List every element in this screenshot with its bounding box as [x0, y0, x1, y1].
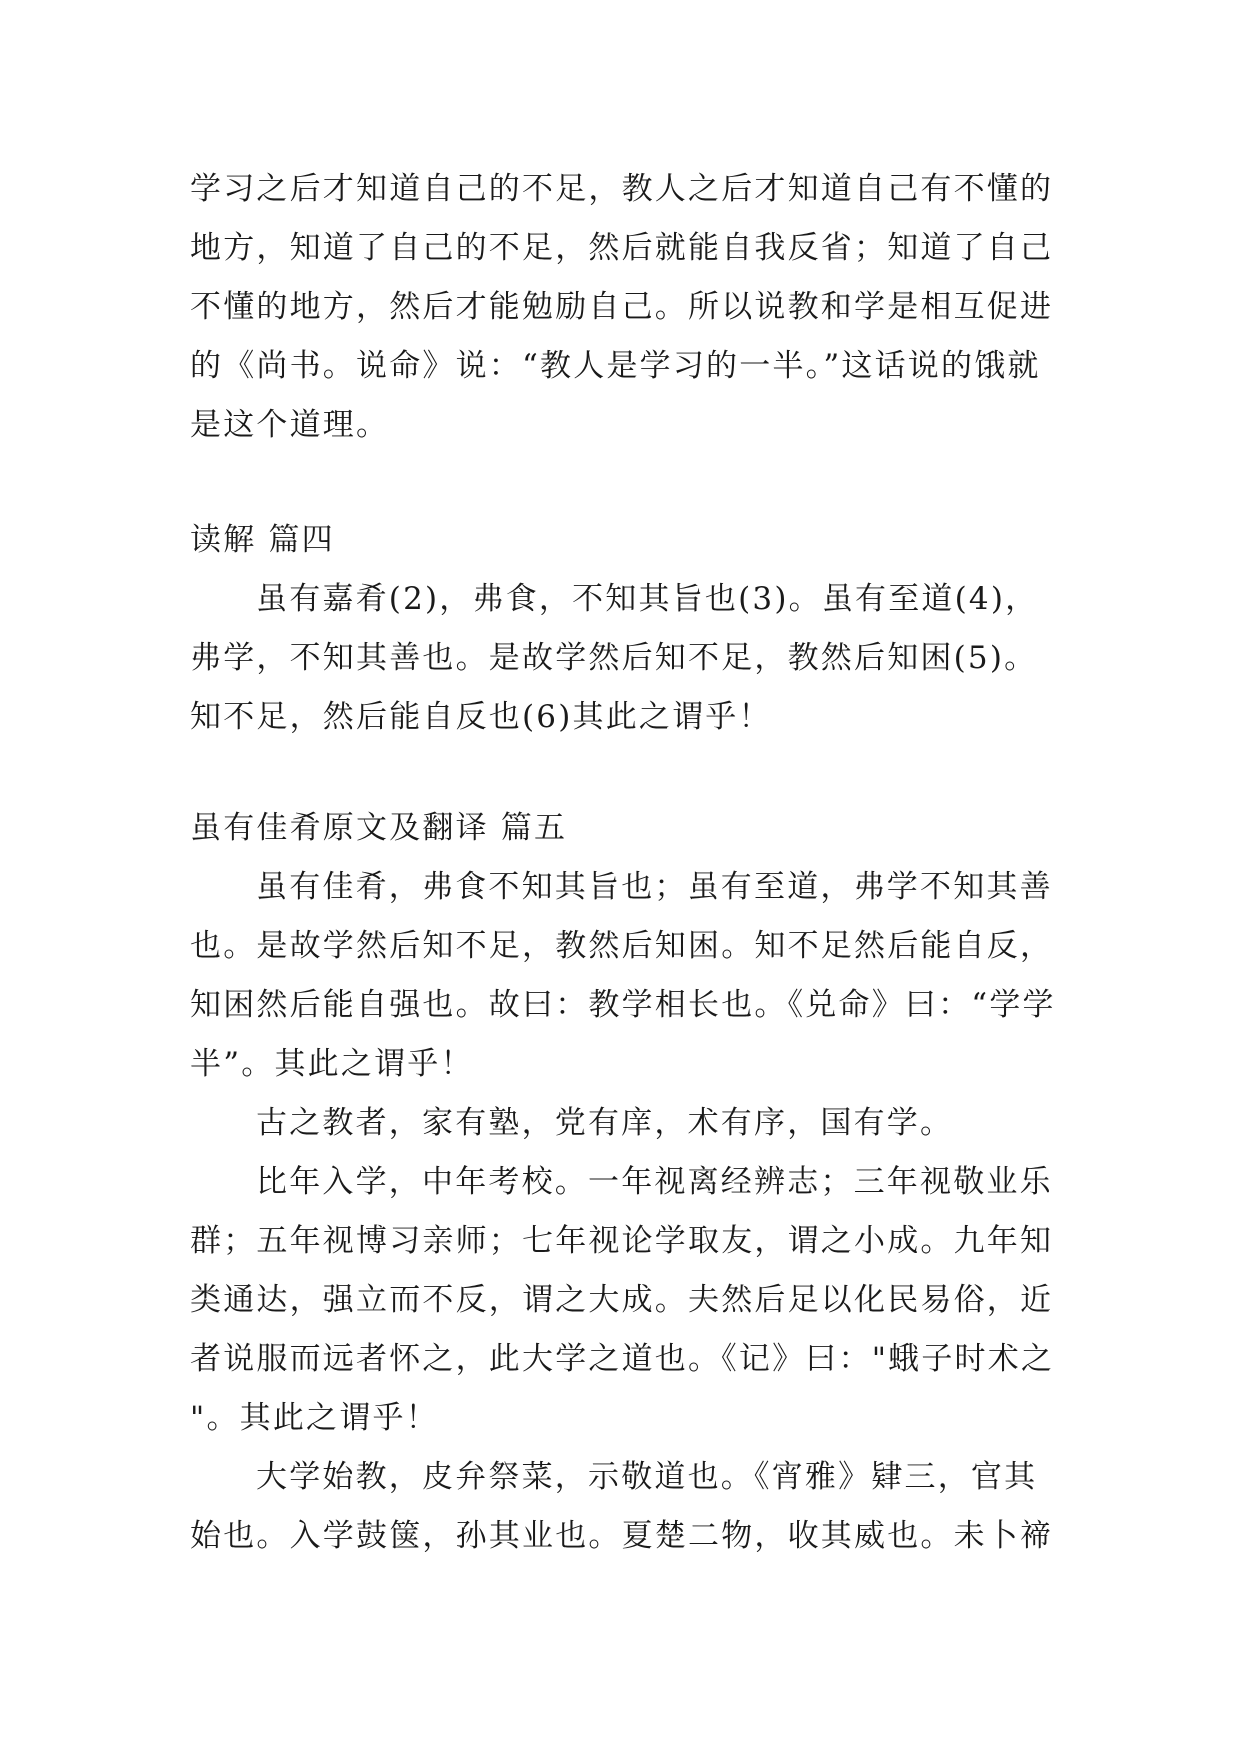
text-line: 学习之后才知道自己的不足，教人之后才知道自己有不懂的 — [190, 171, 1054, 207]
text-line: 知困然后能自强也。故曰：教学相长也。《兑命》曰：“学学 — [190, 987, 1056, 1023]
text-line: 者说服而远者怀之，此大学之道也。《记》曰："蛾子时术之 — [190, 1341, 1055, 1377]
text-line: 类通达，强立而不反，谓之大成。夫然后足以化民易俗，近 — [190, 1282, 1054, 1318]
text-line: 是这个道理。 — [190, 407, 390, 443]
text-line: 比年入学，中年考校。一年视离经辨志；三年视敬业乐 — [256, 1164, 1053, 1200]
paragraph — [190, 1448, 1060, 1566]
section-heading: 虽有佳肴原文及翻译 篇五 — [190, 810, 568, 846]
text-line: 虽有嘉肴(2)，弗食，不知其旨也(3)。虽有至道(4)， — [256, 581, 1039, 617]
text-line: 地方，知道了自己的不足，然后就能自我反省；知道了自己 — [190, 230, 1054, 266]
paragraph — [190, 1153, 1060, 1448]
section-heading: 读解 篇四 — [190, 522, 335, 558]
text-line: 知不足，然后能自反也(6)其此之谓乎！ — [190, 699, 772, 735]
document-page — [190, 160, 1060, 1566]
text-line: 半”。其此之谓乎！ — [190, 1046, 474, 1082]
text-line: 大学始教，皮弁祭菜，示敬道也。《宵雅》肄三，官其 — [256, 1459, 1038, 1495]
text-line: "。其此之谓乎！ — [190, 1400, 439, 1436]
text-line: 始也。入学鼓箧，孙其业也。夏楚二物，收其威也。未卜禘 — [190, 1518, 1054, 1554]
text-line: 不懂的地方，然后才能勉励自己。所以说教和学是相互促进 — [190, 289, 1054, 325]
text-line: 群；五年视博习亲师；七年视论学取友，谓之小成。九年知 — [190, 1223, 1054, 1259]
text-line: 的《尚书。说命》说：“教人是学习的一半。”这话说的饿就 — [190, 348, 1041, 384]
translation-paragraph — [190, 160, 1060, 455]
text-line: 古之教者，家有塾，党有庠，术有序，国有学。 — [256, 1105, 954, 1141]
spacer — [190, 747, 1060, 799]
paragraph — [190, 858, 1060, 1094]
section-5 — [190, 799, 1060, 1566]
text-line: 虽有佳肴，弗食不知其旨也；虽有至道，弗学不知其善 — [256, 869, 1053, 905]
spacer — [190, 455, 1060, 511]
paragraph — [190, 1094, 1060, 1153]
text-line: 弗学，不知其善也。是故学然后知不足，教然后知困(5)。 — [190, 640, 1038, 676]
text-line: 也。是故学然后知不足，教然后知困。知不足然后能自反， — [190, 928, 1054, 964]
section-4 — [190, 511, 1060, 747]
